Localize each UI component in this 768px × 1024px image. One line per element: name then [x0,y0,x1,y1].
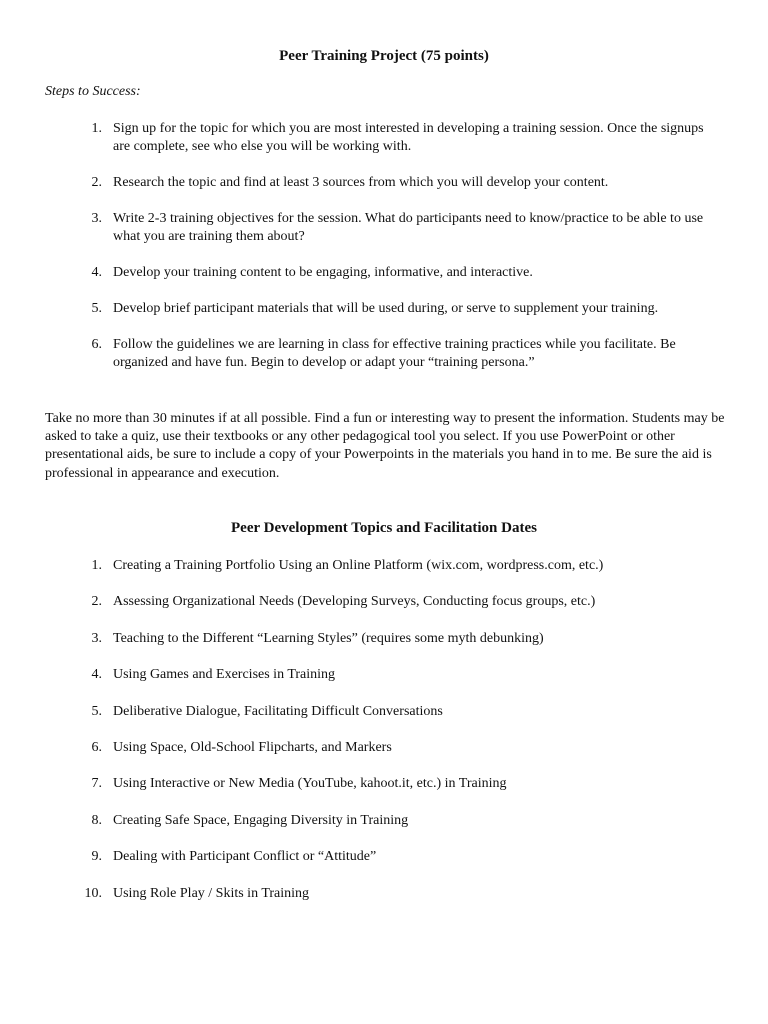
topic-item [0,703,720,721]
steps-list [0,120,720,390]
topic-item [0,885,720,903]
step-text: Develop your training content to be engaging, informative, and interactive. [113,265,533,280]
step-item [0,210,720,246]
step-item [0,336,720,372]
step-text: Write 2-3 training objectives for the session. What do participants need to know/practice to be able to use what you are training them about? [113,211,704,244]
topic-text: Dealing with Participant Conflict or “Attitude” [113,849,377,865]
step-text: Research the topic and find at least 3 sources from which you will develop your content. [113,175,609,190]
topic-number: 5. [91,703,102,719]
topic-text: Creating Safe Space, Engaging Diversity in Training [113,812,409,828]
step-item [0,120,720,156]
topic-text: Creating a Training Portfolio Using an Online Platform (wix.com, wordpress.com, etc.) [113,558,604,573]
step-item [0,300,720,318]
topic-text: Deliberative Dialogue, Facilitating Difficult Conversations [113,703,443,719]
topic-text: Using Games and Exercises in Training [113,667,336,683]
step-number: 6. [91,337,102,352]
step-number: 2. [91,175,102,190]
step-text: Sign up for the topic for which you are most interested in developing a training session. Once the signups are complete, see who else you will be working with. [113,121,704,154]
topic-number: 10. [84,885,102,901]
topic-text: Using Role Play / Skits in Training [113,885,310,901]
topic-text: Using Interactive or New Media (YouTube, kahoot.it, etc.) in Training [113,776,507,792]
step-number: 4. [91,265,102,280]
document-title: Peer Training Project (75 points) [279,48,489,64]
topic-item [0,812,720,830]
step-text: Follow the guidelines we are learning in class for effective training practices while you facilitate. Be organized and have fun. Begin to develop or adapt your “training persona.” [113,337,676,370]
topic-item [0,775,720,793]
topic-text: Teaching to the Different “Learning Styles” (requires some myth debunking) [113,630,544,646]
topic-number: 8. [91,812,102,828]
topic-item [0,739,720,757]
topic-number: 6. [91,739,102,755]
topic-item [0,593,720,611]
topic-item [0,557,720,575]
topic-text: Using Space, Old-School Flipcharts, and Markers [113,739,392,755]
topic-number: 3. [91,630,102,646]
topic-item [0,848,720,866]
step-item [0,264,720,282]
topic-item [0,630,720,648]
instructions-paragraph: Take no more than 30 minutes if at all possible. Find a fun or interesting way to present the information. Students may be asked to take a quiz, use their textbooks or any other pedagogical tool you select. If you use PowerPoint or other presentational aids, be sure to include a copy of your Powerpoints in the materials you hand in to me. Be sure the aid is professional in appearance and execution. [45,411,725,481]
step-text: Develop brief participant materials that will be used during, or serve to supplement your training. [113,301,659,316]
topics-list [0,557,720,921]
step-number: 5. [91,301,102,316]
steps-heading: Steps to Success: [45,84,141,99]
topic-text: Assessing Organizational Needs (Developing Surveys, Conducting focus groups, etc.) [113,594,596,610]
topics-heading: Peer Development Topics and Facilitation Dates [231,520,537,536]
step-number: 3. [91,211,102,226]
topic-number: 9. [91,849,102,865]
topic-item [0,666,720,684]
step-item [0,174,720,192]
topic-number: 7. [91,776,102,792]
topic-number: 1. [91,558,102,573]
topic-number: 2. [91,594,102,610]
topic-number: 4. [91,667,102,683]
step-number: 1. [91,121,102,136]
